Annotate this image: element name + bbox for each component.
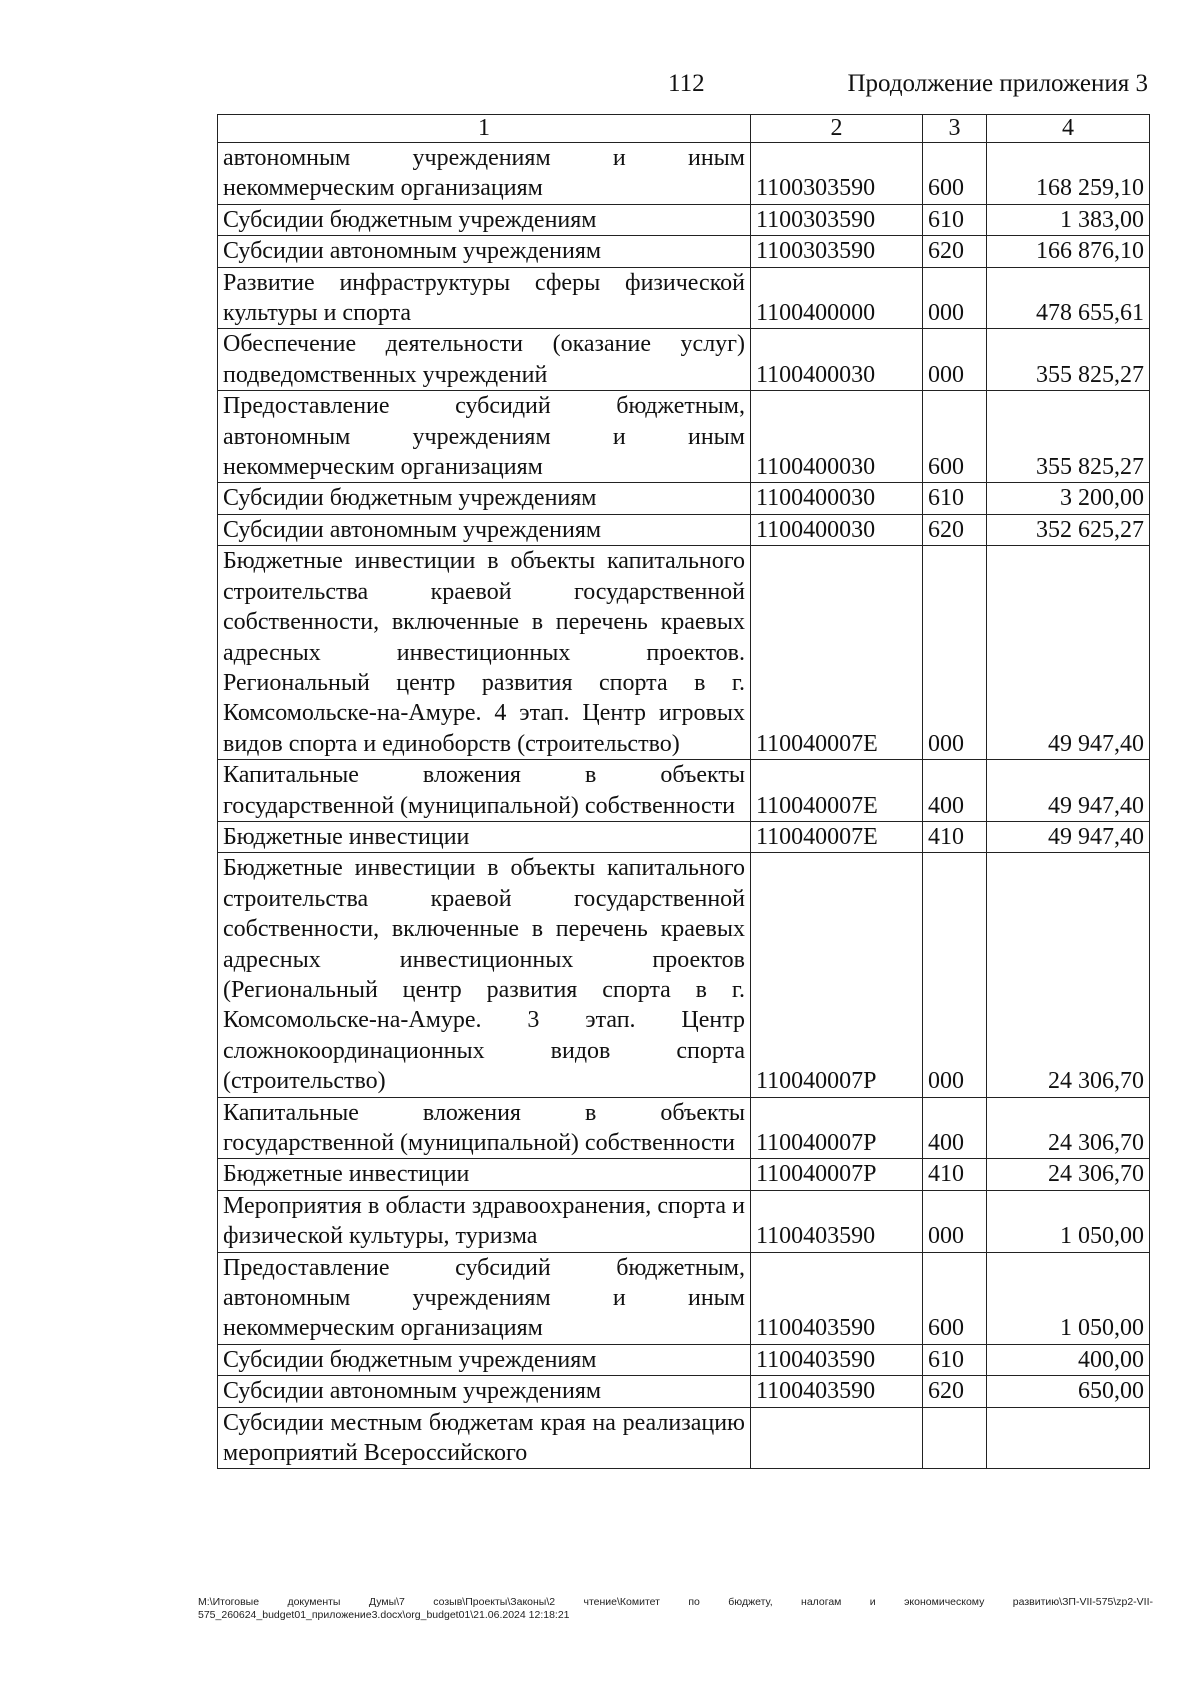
row-name-cell: Субсидии автономным учреждениям [218,236,751,267]
row-amount-cell: 1 383,00 [987,204,1150,235]
row-amount-cell: 478 655,61 [987,267,1150,329]
table-body [218,143,1150,1469]
row-expense-type-cell: 410 [923,1159,987,1190]
row-amount-cell: 24 306,70 [987,1159,1150,1190]
row-target-code-cell: 1100400030 [751,483,923,514]
row-expense-type-cell: 600 [923,1252,987,1344]
row-expense-type-cell: 620 [923,514,987,545]
row-target-code-cell: 1100303590 [751,204,923,235]
table-row [218,1190,1150,1252]
row-name-cell: Субсидии автономным учреждениям [218,514,751,545]
row-name-cell: Бюджетные инвестиции в объекты капитального строительства краевой государственной собственности, включенные в перечень краевых адресных инвестиционных проектов (Региональный центр развития спорта в г. Комсомольске-на-Амуре. 3 этап. Центр сложнокоординационных видов спорта (строительство) [218,853,751,1097]
row-target-code-cell [751,1407,923,1469]
row-name-cell: автономным учреждениям и иным некоммерческим организациям [218,143,751,205]
row-name-cell: Развитие инфраструктуры сферы физической культуры и спорта [218,267,751,329]
row-target-code-cell: 1100400030 [751,329,923,391]
row-name-cell: Бюджетные инвестиции [218,821,751,852]
row-amount-cell: 400,00 [987,1344,1150,1375]
table-row [218,1344,1150,1375]
column-header-2: 2 [751,115,923,143]
row-name-cell: Предоставление субсидий бюджетным, автономным учреждениям и иным некоммерческим организациям [218,1252,751,1344]
table-row [218,391,1150,483]
column-number-row [218,115,1150,143]
row-name-cell: Бюджетные инвестиции в объекты капитального строительства краевой государственной собственности, включенные в перечень краевых адресных инвестиционных проектов. Региональный центр развития спорта в г. Комсомольске-на-Амуре. 4 этап. Центр игровых видов спорта и единоборств (строительство) [218,546,751,760]
row-name-cell: Субсидии бюджетным учреждениям [218,204,751,235]
table-row [218,329,1150,391]
row-expense-type-cell: 000 [923,546,987,760]
table-row [218,821,1150,852]
row-name-cell: Бюджетные инвестиции [218,1159,751,1190]
table-row [218,204,1150,235]
table-row [218,1376,1150,1407]
row-amount-cell: 1 050,00 [987,1252,1150,1344]
row-amount-cell: 49 947,40 [987,546,1150,760]
row-target-code-cell: 1100403590 [751,1344,923,1375]
row-name-cell: Субсидии местным бюджетам края на реализацию мероприятий Всероссийского [218,1407,751,1469]
table-row [218,483,1150,514]
row-target-code-cell: 1100403590 [751,1252,923,1344]
row-target-code-cell: 110040007Р [751,1097,923,1159]
row-expense-type-cell: 600 [923,143,987,205]
row-expense-type-cell: 610 [923,483,987,514]
row-expense-type-cell [923,1407,987,1469]
row-name-cell: Мероприятия в области здравоохранения, спорта и физической культуры, туризма [218,1190,751,1252]
column-header-4: 4 [987,115,1150,143]
table-row [218,1252,1150,1344]
appendix-continuation-label: Продолжение приложения 3 [847,70,1148,97]
row-amount-cell: 49 947,40 [987,821,1150,852]
row-target-code-cell: 1100400030 [751,391,923,483]
row-expense-type-cell: 000 [923,853,987,1097]
table-row [218,760,1150,822]
row-expense-type-cell: 610 [923,1344,987,1375]
row-expense-type-cell: 620 [923,236,987,267]
row-expense-type-cell: 620 [923,1376,987,1407]
row-target-code-cell: 110040007Р [751,1159,923,1190]
table-row [218,1159,1150,1190]
row-target-code-cell: 110040007Е [751,821,923,852]
row-target-code-cell: 110040007Е [751,760,923,822]
row-target-code-cell: 1100403590 [751,1190,923,1252]
table-row [218,1407,1150,1469]
row-amount-cell: 1 050,00 [987,1190,1150,1252]
row-expense-type-cell: 000 [923,267,987,329]
row-name-cell: Обеспечение деятельности (оказание услуг) подведомственных учреждений [218,329,751,391]
row-amount-cell: 355 825,27 [987,391,1150,483]
row-target-code-cell: 1100400030 [751,514,923,545]
row-name-cell: Капитальные вложения в объекты государственной (муниципальной) собственности [218,1097,751,1159]
row-name-cell: Субсидии бюджетным учреждениям [218,1344,751,1375]
row-amount-cell: 650,00 [987,1376,1150,1407]
row-target-code-cell: 1100303590 [751,236,923,267]
row-expense-type-cell: 400 [923,1097,987,1159]
row-amount-cell: 49 947,40 [987,760,1150,822]
row-name-cell: Субсидии бюджетным учреждениям [218,483,751,514]
page-number: 112 [668,70,705,97]
table-row [218,143,1150,205]
table-row [218,546,1150,760]
row-amount-cell: 166 876,10 [987,236,1150,267]
row-amount-cell: 352 625,27 [987,514,1150,545]
row-expense-type-cell: 410 [923,821,987,852]
table-row [218,514,1150,545]
row-target-code-cell: 1100400000 [751,267,923,329]
row-amount-cell: 168 259,10 [987,143,1150,205]
row-amount-cell: 3 200,00 [987,483,1150,514]
table-row [218,236,1150,267]
row-expense-type-cell: 000 [923,329,987,391]
table-row [218,1097,1150,1159]
row-name-cell: Капитальные вложения в объекты государственной (муниципальной) собственности [218,760,751,822]
row-expense-type-cell: 400 [923,760,987,822]
row-expense-type-cell: 000 [923,1190,987,1252]
row-expense-type-cell: 610 [923,204,987,235]
row-expense-type-cell: 600 [923,391,987,483]
row-amount-cell: 24 306,70 [987,853,1150,1097]
table-header [218,115,1150,143]
row-name-cell: Субсидии автономным учреждениям [218,1376,751,1407]
document-file-path: M:\Итоговые документы Думы\7 созыв\Проекты\Законы\2 чтение\Комитет по бюджету, налогам и экономическому развитию\ЗП-VII-575\zp2-VII-575_260624_budget01_приложение3.docx\org_budget01\21.06.2024 12:18:21 [198,1596,1153,1621]
row-target-code-cell: 1100403590 [751,1376,923,1407]
row-name-cell: Предоставление субсидий бюджетным, автономным учреждениям и иным некоммерческим организациям [218,391,751,483]
row-amount-cell: 24 306,70 [987,1097,1150,1159]
table-row [218,853,1150,1097]
column-header-1: 1 [218,115,751,143]
row-amount-cell [987,1407,1150,1469]
row-target-code-cell: 110040007Р [751,853,923,1097]
row-target-code-cell: 110040007Е [751,546,923,760]
row-amount-cell: 355 825,27 [987,329,1150,391]
column-header-3: 3 [923,115,987,143]
row-target-code-cell: 1100303590 [751,143,923,205]
budget-table [217,114,1150,1469]
table-row [218,267,1150,329]
